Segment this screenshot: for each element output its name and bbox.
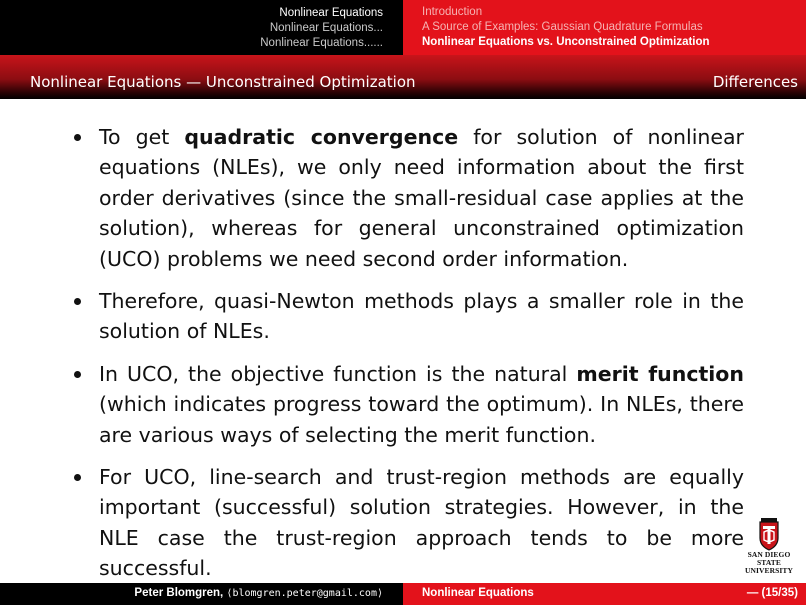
bullet-dot-icon <box>74 298 81 305</box>
nav-section-1[interactable]: Nonlinear Equations <box>279 7 383 19</box>
bold-term: merit function <box>576 361 744 386</box>
logo-text-line2: UNIVERSITY <box>744 566 794 575</box>
bullet-text: In UCO, the objective function is the natural <box>99 361 577 386</box>
bullet-text: for solution of nonlinear equations (NLEs), we only need information about the first order derivatives (since the small-residual case applies at the solution), whereas for general unconstrained optimization (UCO) problems we need second order information. <box>99 125 744 271</box>
frame-subtitle: Differences <box>712 73 798 91</box>
bullet-dot-icon <box>74 474 81 481</box>
bold-term: quadratic convergence <box>184 125 459 149</box>
footer-author <box>0 583 403 605</box>
bullet-item <box>72 359 744 450</box>
bullet-dot-icon <box>74 371 81 378</box>
nav-section-2[interactable]: Nonlinear Equations... <box>269 22 383 34</box>
bullet-dot-icon <box>74 134 81 141</box>
logo-text-line1: SAN DIEGO STATE <box>747 550 791 567</box>
subsection-navigation <box>403 0 806 55</box>
frame-title-bar <box>0 55 806 99</box>
bullet-text: For UCO, line-search and trust-region methods are equally important (successful) solution strategies. However, in the NLE case the trust-region approach tends to be more successful. <box>99 465 744 581</box>
bullet-text: To get <box>99 125 185 149</box>
bullet-text: (which indicates progress toward the optimum). In NLEs, there are various ways of selecting the merit function. <box>99 392 744 447</box>
bullet-item <box>72 122 744 274</box>
university-logo <box>736 518 802 578</box>
footer <box>0 583 806 605</box>
navigation-header <box>0 0 806 55</box>
footer-short-title: Nonlinear Equations <box>422 587 534 599</box>
bullet-item <box>72 462 744 584</box>
page-number: — (15/35) <box>746 587 798 599</box>
author-name: Peter Blomgren, <box>134 587 224 599</box>
nav-subsection-introduction[interactable]: Introduction <box>422 6 483 18</box>
university-seal-icon <box>758 518 780 551</box>
author-email: ⟨blomgren.peter@gmail.com⟩ <box>226 588 383 599</box>
bullet-item <box>72 286 744 347</box>
nav-subsection-current[interactable]: Nonlinear Equations vs. Unconstrained Optimization <box>422 36 710 48</box>
section-navigation <box>0 0 403 55</box>
slide-content <box>72 122 744 596</box>
nav-subsection-gaussian-quadrature[interactable]: A Source of Examples: Gaussian Quadrature Formulas <box>422 21 703 33</box>
bullet-text: Therefore, quasi-Newton methods plays a smaller role in the solution of NLEs. <box>99 289 744 344</box>
footer-title <box>403 583 806 605</box>
nav-section-3[interactable]: Nonlinear Equations...... <box>260 37 383 49</box>
frame-title: Nonlinear Equations — Unconstrained Optimization <box>30 73 416 91</box>
